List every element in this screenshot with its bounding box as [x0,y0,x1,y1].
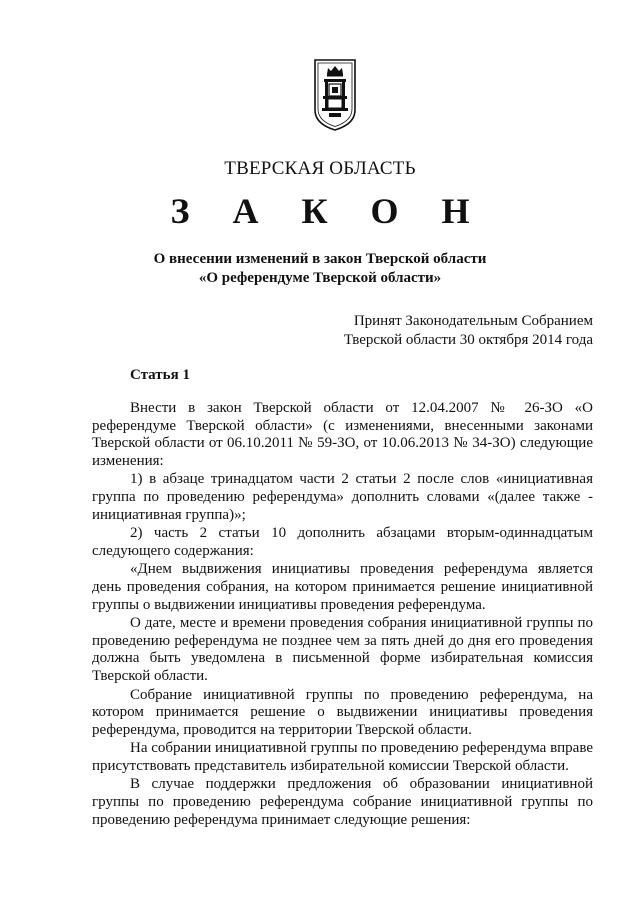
region-name: ТВЕРСКАЯ ОБЛАСТЬ [224,158,416,179]
law-title-line-2: «О референдуме Тверской области» [198,270,442,286]
article-heading: Статья 1 [130,367,190,383]
document-type: З А К О Н [170,191,487,231]
adoption-note [344,312,593,350]
paragraph: 2) часть 2 статьи 10 дополнить абзацами вторым-одиннадцатым следующего содержания: [92,525,593,559]
adoption-line-2: Тверской области 30 октября 2014 года [343,332,593,348]
paragraph: О дате, месте и времени проведения собрания инициативной группы по проведению референдума не позднее чем за пять дней до дня его проведения должна быть уведомлена в письменной форме избирательная комиссия Тверской области. [92,615,593,684]
article-body [92,400,593,830]
coat-of-arms-emblem [313,58,357,132]
law-title-line-1: О внесении изменений в закон Тверской области [153,251,487,267]
paragraph: Внести в закон Тверской области от 12.04.2007 № 26-ЗО «О референдуме Тверской области» (с изменениями, внесенными законами Тверской области от 06.10.2011 № 59-ЗО, от 10.06.2013 № 34-ЗО) следующие изменения: [92,400,593,469]
paragraph: В случае поддержки предложения об образовании инициативной группы по проведению референдума собрание инициативной группы по проведению референдума принимает следующие решения: [92,776,593,828]
paragraph: «Днем выдвижения инициативы проведения референдума является день проведения собрания, на котором принимается решение инициативной группы о выдвижении инициативы проведения референдума. [92,561,593,613]
paragraph: На собрании инициативной группы по проведению референдума вправе присутствовать представитель избирательной комиссии Тверской области. [92,740,593,774]
adoption-line-1: Принят Законодательным Собранием [353,313,593,329]
paragraph: 1) в абзаце тринадцатом части 2 статьи 2 после слов «инициативная группа по проведению референдума» дополнить словами «(далее также - инициативная группа)»; [92,471,593,523]
paragraph: Собрание инициативной группы по проведению референдума, на котором принимается решение о выдвижении инициативы проведения референдума, проводится на территории Тверской области. [92,686,593,738]
law-title [0,250,640,288]
